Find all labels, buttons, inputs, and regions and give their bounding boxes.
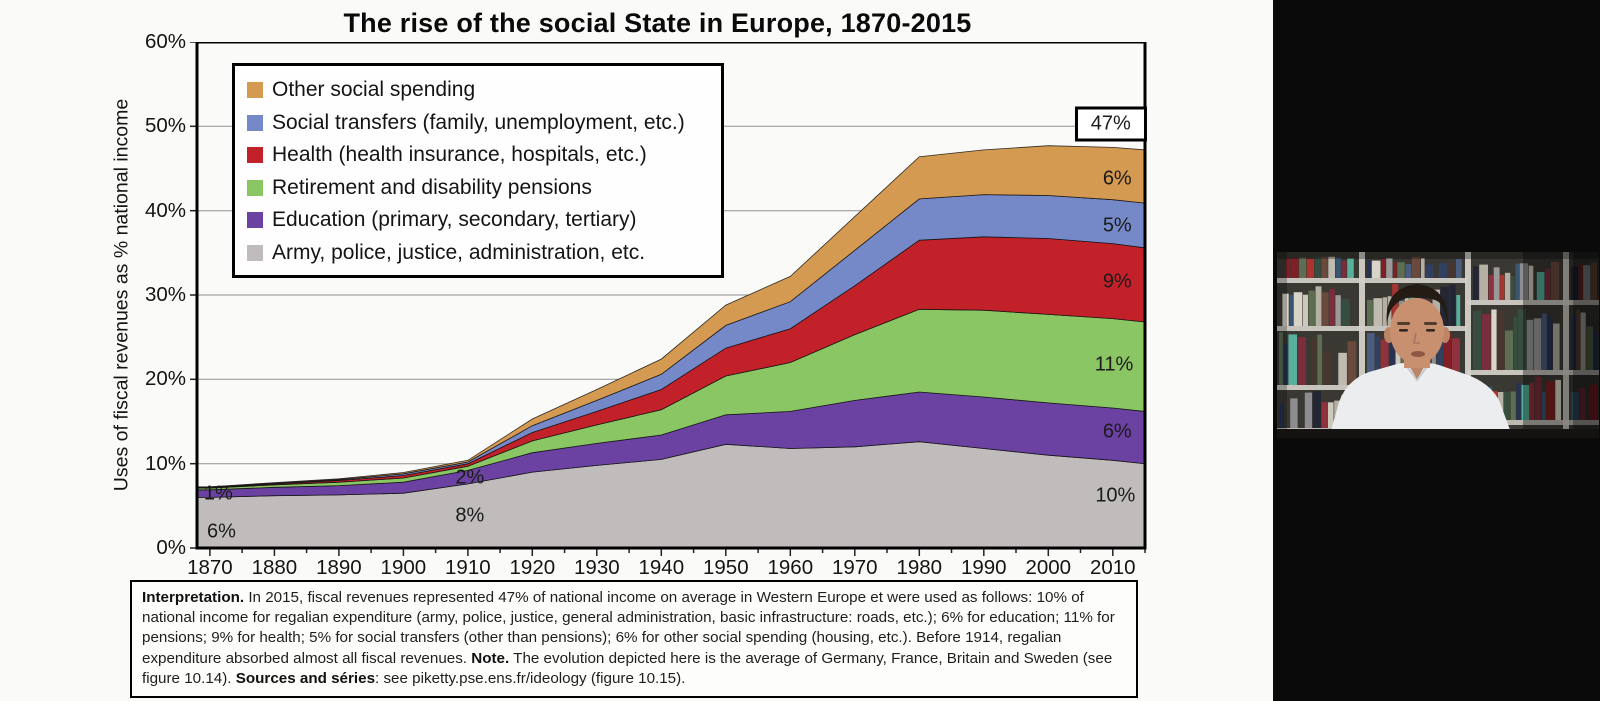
legend-label: Retirement and disability pensions	[272, 175, 592, 199]
legend-items	[247, 74, 711, 269]
legend-swatch-icon	[247, 245, 263, 261]
book-spine	[1489, 275, 1493, 300]
book-spine	[1372, 261, 1381, 278]
book-spine	[1342, 261, 1347, 278]
book-spine	[1298, 337, 1307, 385]
speaker-mouth	[1411, 351, 1425, 357]
legend-label: Social transfers (family, unemployment, etc.)	[272, 110, 685, 134]
book-spine	[1381, 259, 1385, 278]
book-spine	[1505, 331, 1513, 371]
series-value-label: 11%	[1094, 353, 1134, 376]
legend-item	[247, 139, 711, 172]
book-spine	[1473, 311, 1481, 370]
interpretation-body1: In 2015, fiscal revenues represented 47% of national income on average in Western Europe et were used as follows: 10% of national income for regalian expenditure (army, police, justice, general administration, basic infrastructure: roads, etc.); 6% for education; 11% for pensions; 9% for health; 5% for social transfers (other than pensions); 6% for other social spending (housing, etc.). Before 1914, regalian expenditure absorbed almost all fiscal revenues.	[142, 589, 1115, 667]
book-spine	[1450, 285, 1456, 326]
x-tick-label: 1940	[638, 556, 685, 579]
book-spine	[1328, 257, 1335, 278]
x-tick-label: 1960	[767, 556, 814, 579]
book-spine	[1405, 264, 1411, 278]
book-spine	[1348, 341, 1357, 385]
webcam-video	[1277, 252, 1599, 438]
x-tick-label: 1980	[896, 556, 943, 579]
interpretation-body2: The evolution depicted here is the average of Germany, France, Britain and Sweden (see figure 10.14).	[142, 649, 1113, 687]
book-spine	[1425, 265, 1433, 279]
book-spine	[1505, 273, 1510, 300]
y-tick-label: 50%	[144, 114, 186, 138]
interpretation-lead: Interpretation.	[142, 589, 245, 606]
interpretation-note-label: Note.	[471, 649, 510, 667]
legend-item	[247, 107, 711, 140]
legend-label: Health (health insurance, hospitals, etc.)	[272, 143, 647, 167]
book-spine	[1289, 295, 1293, 326]
interpretation-sources-label: Sources and séries	[235, 669, 376, 687]
book-spine	[1397, 262, 1405, 278]
legend-label: Other social spending	[272, 78, 476, 102]
book-spine	[1291, 258, 1299, 278]
book-spine	[1335, 295, 1340, 326]
series-value-label: 6%	[1102, 167, 1132, 190]
book-spine	[1329, 289, 1335, 326]
book-spine	[1448, 263, 1455, 278]
book-spine	[1511, 276, 1515, 300]
y-tick-label: 40%	[144, 198, 186, 222]
x-tick-label: 2000	[1025, 556, 1072, 579]
series-value-label: 6%	[207, 520, 236, 543]
legend-box	[232, 63, 724, 278]
legend-label: Army, police, justice, administration, etc.	[272, 240, 646, 264]
book-spine	[1309, 291, 1315, 327]
book-spine	[1479, 265, 1488, 300]
interpretation-body3: : see piketty.pse.ens.fr/ideology (figure 10.15).	[375, 669, 686, 687]
book-spine	[1299, 258, 1306, 278]
book-spine	[1336, 257, 1341, 278]
book-spine	[1412, 257, 1421, 278]
book-spine	[1421, 258, 1425, 278]
book-spine	[1338, 353, 1347, 385]
legend-item	[247, 204, 711, 237]
book-spine	[1473, 266, 1479, 300]
book-spine	[1456, 295, 1460, 326]
x-tick-label: 1890	[316, 556, 362, 579]
book-spine	[1312, 338, 1317, 386]
x-tick-label: 1920	[509, 556, 556, 579]
book-spine	[1323, 351, 1331, 385]
series-value-label: 5%	[1102, 214, 1132, 237]
legend-item	[247, 74, 711, 107]
legend-swatch-icon	[247, 147, 263, 163]
book-spine	[1322, 292, 1328, 326]
book-spine	[1500, 275, 1504, 300]
speaker-eye-right	[1426, 329, 1435, 332]
speaker-brow-left	[1397, 322, 1410, 325]
x-tick-label: 1910	[445, 556, 491, 579]
book-spine	[1482, 314, 1491, 370]
book-spine	[1456, 259, 1462, 278]
book-spine	[1393, 262, 1397, 278]
y-tick-label: 30%	[144, 283, 186, 306]
book-spine	[1511, 392, 1516, 421]
y-tick-label: 20%	[144, 367, 186, 391]
book-spine	[1294, 292, 1303, 326]
y-axis-title: Uses of fiscal revenues as % national income	[110, 98, 133, 492]
book-spine	[1307, 259, 1314, 278]
series-value-label: 8%	[455, 504, 485, 527]
book-spine	[1313, 391, 1321, 428]
y-tick-label: 60%	[144, 30, 186, 53]
series-value-label: 9%	[1102, 270, 1132, 293]
x-tick-label: 1930	[574, 556, 620, 579]
book-spine	[1347, 258, 1354, 278]
book-spine	[1328, 402, 1334, 428]
legend-label: Education (primary, secondary, tertiary)	[272, 208, 637, 232]
book-spine	[1515, 264, 1519, 300]
x-tick-label: 1900	[380, 556, 427, 579]
x-tick-label: 1990	[960, 556, 1007, 579]
legend-swatch-icon	[247, 115, 263, 131]
book-spine	[1290, 398, 1297, 428]
series-value-label: 2%	[455, 466, 485, 489]
legend-swatch-icon	[247, 180, 263, 196]
book-spine	[1305, 393, 1312, 428]
book-spine	[1367, 260, 1371, 278]
series-value-label: 1%	[203, 482, 233, 505]
book-spine	[1317, 335, 1322, 386]
book-spine	[1315, 257, 1321, 278]
total-value-label: 47%	[1075, 106, 1147, 141]
book-spine	[1373, 298, 1382, 326]
book-spine	[1383, 297, 1387, 326]
x-tick-label: 1970	[831, 556, 878, 579]
interpretation-box	[130, 580, 1138, 698]
book-spine	[1303, 295, 1308, 326]
x-tick-label: 1870	[187, 556, 233, 579]
book-spine	[1288, 334, 1297, 385]
book-spine	[1497, 311, 1504, 370]
book-spine	[1316, 286, 1322, 326]
book-spine	[1341, 299, 1349, 326]
series-value-label: 10%	[1095, 484, 1136, 507]
series-value-label: 6%	[1102, 420, 1132, 443]
x-tick-label: 2010	[1089, 556, 1136, 579]
legend-swatch-icon	[247, 212, 263, 228]
speaker-brow-right	[1424, 322, 1437, 325]
y-tick-label: 10%	[144, 451, 186, 475]
book-spine	[1439, 263, 1448, 278]
book-spine	[1491, 310, 1496, 371]
legend-swatch-icon	[247, 82, 263, 98]
book-spine	[1322, 402, 1328, 428]
legend-item	[247, 237, 711, 270]
book-spine	[1494, 267, 1500, 300]
x-tick-label: 1880	[251, 556, 298, 579]
chart-title: The rise of the social State in Europe, 1870-2015	[343, 8, 972, 38]
x-tick-label: 1950	[703, 556, 749, 579]
book-spine	[1516, 383, 1521, 420]
book-spine	[1514, 317, 1518, 370]
speaker-eye-left	[1399, 329, 1408, 332]
book-spine	[1367, 300, 1373, 326]
book-spine	[1386, 258, 1392, 278]
book-spine	[1321, 257, 1327, 278]
y-tick-label: 0%	[156, 536, 186, 559]
legend-item	[247, 172, 711, 205]
